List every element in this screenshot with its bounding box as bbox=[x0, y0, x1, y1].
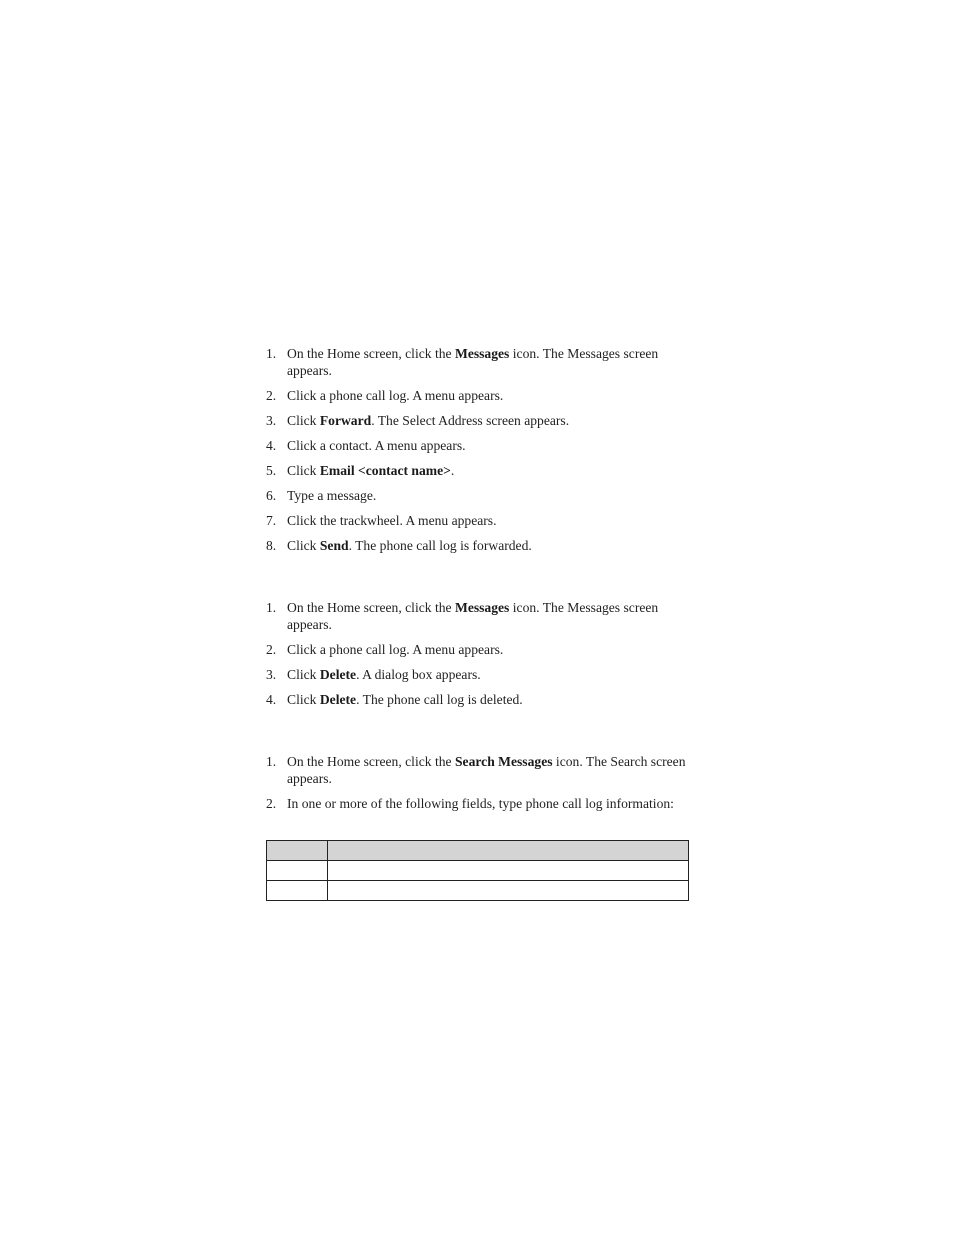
step-text: Click the trackwheel. A menu appears. bbox=[287, 513, 497, 528]
step-bold-term: Search Messages bbox=[454, 754, 553, 769]
step-text: Click bbox=[287, 463, 320, 478]
step-item bbox=[266, 691, 690, 708]
step-number: 6. bbox=[266, 488, 277, 503]
delete-call-log-steps bbox=[266, 599, 690, 716]
step-number: 2. bbox=[266, 796, 277, 811]
step-item bbox=[266, 599, 690, 633]
step-text: Click bbox=[287, 667, 320, 682]
step-item bbox=[266, 462, 690, 479]
step-bold-term: Delete bbox=[319, 692, 357, 707]
step-number: 1. bbox=[266, 346, 277, 361]
step-number: 8. bbox=[266, 538, 277, 553]
step-item bbox=[266, 387, 690, 404]
table-cell bbox=[328, 881, 689, 901]
step-text: On the Home screen, click the bbox=[287, 346, 455, 361]
step-text: In one or more of the following fields, type phone call log information: bbox=[287, 796, 674, 811]
step-text: On the Home screen, click the bbox=[287, 600, 455, 615]
table-header-cell bbox=[328, 841, 689, 861]
step-text: Click a phone call log. A menu appears. bbox=[287, 642, 504, 657]
step-text-end: . The phone call log is deleted. bbox=[356, 692, 523, 707]
table-row bbox=[267, 881, 689, 901]
step-number: 3. bbox=[266, 413, 277, 428]
step-item bbox=[266, 537, 690, 554]
step-item bbox=[266, 412, 690, 429]
table-header-row bbox=[267, 841, 689, 861]
table-cell bbox=[267, 881, 328, 901]
step-item bbox=[266, 795, 690, 812]
step-number: 2. bbox=[266, 642, 277, 657]
step-bold-term: Messages bbox=[454, 600, 510, 615]
step-text: Click bbox=[287, 413, 320, 428]
forward-call-log-steps bbox=[266, 345, 690, 562]
table-cell bbox=[267, 861, 328, 881]
step-number: 3. bbox=[266, 667, 277, 682]
step-text-end: . bbox=[450, 463, 455, 478]
search-call-log-steps bbox=[266, 753, 690, 820]
step-item bbox=[266, 753, 690, 787]
step-bold-term: Messages bbox=[454, 346, 510, 361]
step-item bbox=[266, 512, 690, 529]
step-bold-term: Email <contact name> bbox=[319, 463, 451, 478]
step-text: Click bbox=[287, 692, 320, 707]
step-text: Type a message. bbox=[287, 488, 377, 503]
step-item bbox=[266, 437, 690, 454]
step-text-end: icon. The Messages screen appears. bbox=[287, 346, 659, 378]
step-item bbox=[266, 641, 690, 658]
step-number: 2. bbox=[266, 388, 277, 403]
step-text-end: . The Select Address screen appears. bbox=[371, 413, 570, 428]
step-number: 4. bbox=[266, 438, 277, 453]
step-item bbox=[266, 487, 690, 504]
table-header-cell bbox=[267, 841, 328, 861]
step-text-end: . The phone call log is forwarded. bbox=[348, 538, 532, 553]
step-number: 7. bbox=[266, 513, 277, 528]
table-row bbox=[267, 861, 689, 881]
step-text: Click a phone call log. A menu appears. bbox=[287, 388, 504, 403]
step-number: 5. bbox=[266, 463, 277, 478]
step-item bbox=[266, 345, 690, 379]
step-text-end: icon. The Search screen appears. bbox=[287, 754, 686, 786]
search-fields-table bbox=[266, 840, 689, 901]
step-text: On the Home screen, click the bbox=[287, 754, 455, 769]
step-number: 4. bbox=[266, 692, 277, 707]
step-bold-term: Forward bbox=[319, 413, 372, 428]
step-number: 1. bbox=[266, 754, 277, 769]
step-text: Click a contact. A menu appears. bbox=[287, 438, 466, 453]
step-bold-term: Send bbox=[319, 538, 349, 553]
step-item bbox=[266, 666, 690, 683]
step-text-end: . A dialog box appears. bbox=[356, 667, 481, 682]
step-bold-term: Delete bbox=[319, 667, 357, 682]
step-text-end: icon. The Messages screen appears. bbox=[287, 600, 659, 632]
step-text: Click bbox=[287, 538, 320, 553]
step-number: 1. bbox=[266, 600, 277, 615]
table-cell bbox=[328, 861, 689, 881]
